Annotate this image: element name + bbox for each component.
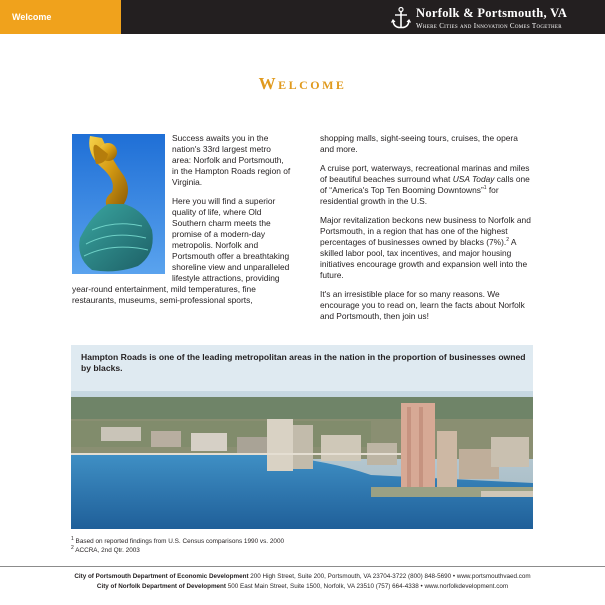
intro-paragraph: Success awaits you in the nation's 33rd largest metro area: Norfolk and Portsmouth, in the Hampton Roads region of Virginia. <box>172 133 291 187</box>
site-tagline: Where Cities and Innovation Comes Together <box>416 22 562 30</box>
invitation-paragraph: It's an irresistible place for so many reasons. We encourage you to read on, learn the facts about Norfolk and Portsmouth, then join us! <box>320 289 525 321</box>
page-title: Welcome <box>258 74 347 93</box>
footer-divider <box>0 566 605 567</box>
header-bar <box>0 0 605 34</box>
footer-norfolk-line: City of Norfolk Department of Development 500 East Main Street, Suite 1500, Norfolk, VA 23510 (757) 664-4338 • www.norfolkdevelopment.com <box>96 582 509 590</box>
footnote-2: $^2$ ACCRA, 2nd Qtr. 2003 <box>71 544 140 554</box>
footnotes <box>71 537 284 555</box>
footnote-ref-1: 1 <box>483 185 487 192</box>
footer <box>0 572 605 591</box>
anchor-logo-icon <box>390 6 412 30</box>
section-tab[interactable] <box>0 0 121 34</box>
quality-of-life-paragraph: Here you will find a superior quality of life, where Old Southern charm meets the promise of a modern-day metropolis. Norfolk and Portsmouth offer a breathtaking shoreline view and unparalleled lifestyle attractions, providing year-round entertainment, mild temperatures, fine restaurants, museums, semi-professional sports, <box>72 196 290 305</box>
left-column <box>72 133 292 314</box>
aerial-city-photo <box>71 391 533 529</box>
site-title: Norfolk & Portsmouth, VA <box>416 6 568 20</box>
right-column <box>320 133 532 330</box>
section-tab-label: Welcome <box>12 12 52 22</box>
highlight-panel <box>71 345 533 529</box>
mermaid-sculpture-photo <box>72 134 165 274</box>
usa-today-title: USA Today <box>452 174 495 184</box>
footnote-ref-2: 2 <box>506 237 509 244</box>
panel-caption: Hampton Roads is one of the leading metropolitan areas in the nation in the proportion of businesses owned by blacks. <box>81 352 526 373</box>
cruise-port-paragraph: A cruise port, waterways, recreational marinas and miles of beautiful beaches surround what USA Today calls one of “America's Top Ten Booming Downtowns”$^1$ for residential growth in the U.S. <box>320 163 530 206</box>
footer-portsmouth-line: City of Portsmouth Department of Economic Development 200 High Street, Suite 200, Portsmouth, VA 23704-3722 (800) 848-5690 • www.portsmouthvaed.com <box>74 573 531 580</box>
attractions-paragraph: shopping malls, sight-seeing tours, cruises, the opera and more. <box>320 133 518 154</box>
revitalization-paragraph: Major revitalization beckons new business to Norfolk and Portsmouth, in a region that has one of the highest percentages of businesses owned by blacks (7%).$^2$ A skilled labor pool, tax incentives, and major housing initiatives encourage growth and expansion well into the future. <box>320 215 531 280</box>
footnote-1: $^1$ Based on reported findings from U.S. Census comparisons 1990 vs. 2000 <box>71 535 285 545</box>
